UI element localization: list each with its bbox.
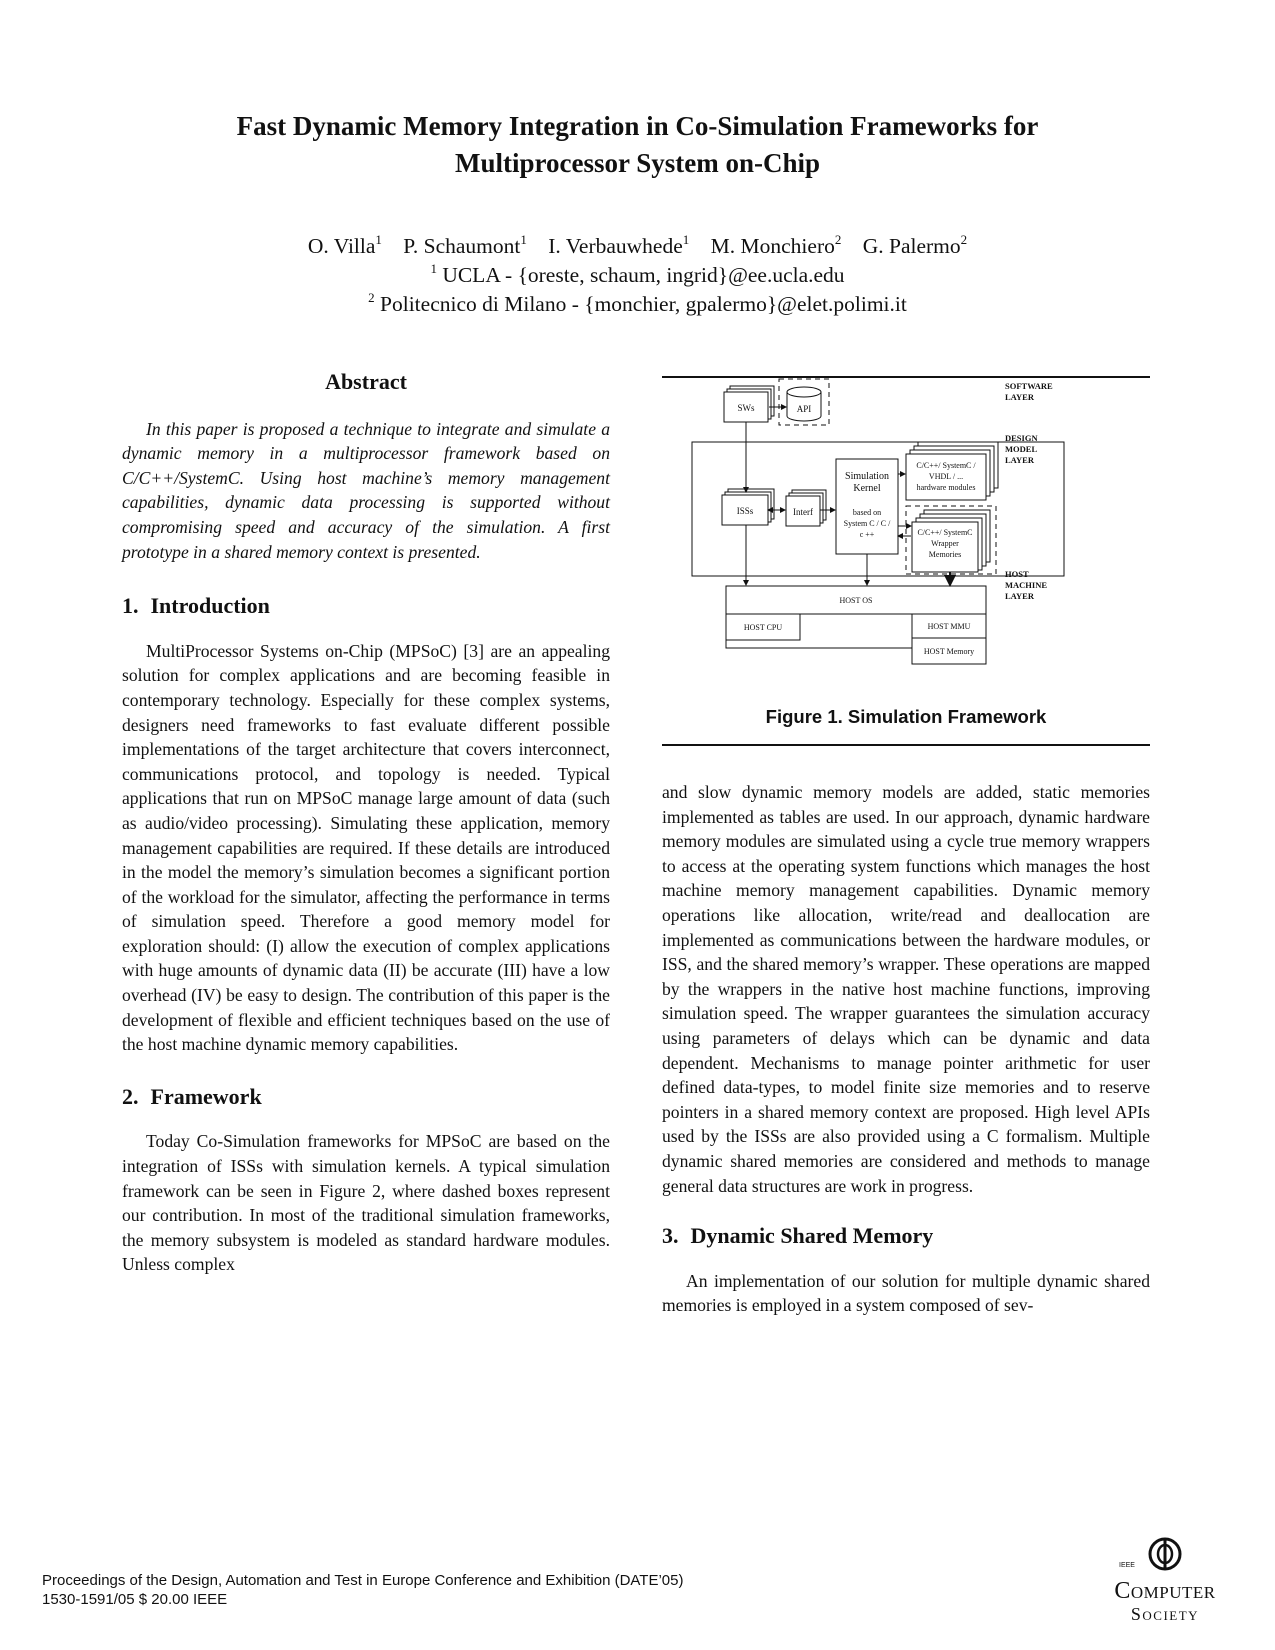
computer-society-logo <box>1095 1534 1235 1624</box>
section-heading-framework: 2. Framework <box>122 1083 262 1109</box>
software-layer-label-2: LAYER <box>1005 392 1034 402</box>
title-line-2: Multiprocessor System on-Chip <box>454 148 820 178</box>
logo-word-computer: Computer <box>1114 1578 1216 1604</box>
software-layer-label-1: SOFTWARE <box>1005 381 1053 391</box>
figure-bottom-rule <box>662 744 1150 746</box>
footer-line-2: 1530-1591/05 $ 20.00 IEEE <box>42 1591 228 1608</box>
footer <box>42 1571 684 1609</box>
design-layer-label-2: MODEL <box>1005 444 1038 454</box>
host-memory-label: HOST Memory <box>923 647 975 656</box>
footer-line-1: Proceedings of the Design, Automation and Test in Europe Conference and Exhibition (DATE’05) <box>42 1572 684 1589</box>
host-mmu-label: HOST MMU <box>927 622 971 631</box>
host-cpu-label: HOST CPU <box>743 623 783 632</box>
sws-label: SWs <box>737 403 755 413</box>
right-column <box>662 780 1150 1318</box>
abstract-heading: Abstract <box>325 369 407 394</box>
simulation-framework-diagram <box>662 376 1150 676</box>
logo-word-society: Society <box>1130 1604 1200 1624</box>
kernel-label-1: Simulation <box>845 471 889 482</box>
design-layer-label-3: LAYER <box>1005 455 1034 465</box>
hw-label-1: C/C++/ SystemC / <box>916 461 976 470</box>
framework-text-right: and slow dynamic memory models are added, static memories implemented as tables are used. In our approach, dynamic hardware memory modules are simulated using a cycle true memory wrappers to access at the operating system functions which manages the host machine memory management capabilities. Dynamic memory operations like allocation, write/read and deallocation are implemented as communications between the hardware modules, or ISS, and the shared memory’s wrapper. These operations are mapped by the wrappers in the native host machine functions, improving simulation speed. The wrapper guarantees the simulation accuracy using parameters of delays which can be dynamic and data dependent. Mechanisms to manage pointer arithmetic for user defined data-types, to model finite size memories and to reserve pointers in a shared memory context are proposed. High level APIs used by the ISSs are also provided using a C formalism. Multiple dynamic shared memories are considered and methods to manage general data structures are work in progress. <box>662 782 1150 1196</box>
paper-title <box>120 108 1155 182</box>
figure-caption: Figure 1. Simulation Framework <box>765 706 1047 727</box>
left-column <box>122 370 610 1277</box>
isss-label: ISSs <box>736 506 754 516</box>
kernel-label-4: System C / C / <box>843 519 891 528</box>
logo-ieee: IEEE <box>1119 1562 1135 1569</box>
affiliation-2: $^2$ Politecnico di Milano - {monchier, gpalermo}@elet.polimi.it <box>368 290 907 316</box>
section-heading-dynamic-shared-memory: 3. Dynamic Shared Memory <box>662 1223 934 1249</box>
author: I. Verbauwhede$^1$ <box>548 232 690 258</box>
host-layer-label-2: MACHINE <box>1005 580 1048 590</box>
wrap-label-1: C/C++/ SystemC <box>917 528 973 537</box>
kernel-label-2: Kernel <box>853 483 881 494</box>
author-list <box>120 232 1155 261</box>
kernel-label-3: based on <box>852 508 882 517</box>
abstract-text: In this paper is proposed a technique to integrate and simulate a dynamic memory in a multiprocessor framework based on C/C++/SystemC. Using host machine’s memory management capabilities, dynamic data processing is supported without compromising speed and accuracy of the simulation. A first prototype in a shared memory context is presented. <box>122 418 610 562</box>
wrap-label-2: Wrapper <box>931 539 959 548</box>
host-os-label: HOST OS <box>839 596 873 605</box>
host-layer-label-3: LAYER <box>1005 591 1034 601</box>
title-line-1: Fast Dynamic Memory Integration in Co-Simulation Frameworks for <box>236 111 1039 141</box>
wrap-label-3: Memories <box>928 550 962 559</box>
affiliation-1: $^1$ UCLA - {oreste, schaum, ingrid}@ee.ucla.edu <box>430 261 845 287</box>
section-heading-introduction: 1. Introduction <box>122 593 270 619</box>
framework-text-left: Today Co-Simulation frameworks for MPSoC are based on the integration of ISSs with simulation kernels. A typical simulation framework can be seen in Figure 2, where dashed boxes represent our contribution. In most of the traditional simulation frameworks, the memory subsystem is modeled as standard hardware modules. Unless complex <box>122 1131 610 1275</box>
host-layer-label-1: HOST <box>1005 569 1029 579</box>
author: O. Villa$^1$ <box>307 232 382 258</box>
interf-label: Interf <box>793 507 813 517</box>
hw-label-3: hardware modules <box>916 483 976 492</box>
author-block <box>120 232 1155 319</box>
author: P. Schaumont$^1$ <box>403 232 527 258</box>
kernel-label-5: c ++ <box>859 530 875 539</box>
figure-1 <box>662 376 1150 748</box>
ieee-emblem-icon <box>1095 1534 1235 1578</box>
author: G. Palermo$^2$ <box>862 232 968 258</box>
author: M. Monchiero$^2$ <box>710 232 842 258</box>
dsm-text: An implementation of our solution for multiple dynamic shared memories is employed in a system composed of sev- <box>662 1270 1150 1316</box>
api-label: API <box>796 404 812 414</box>
introduction-text: MultiProcessor Systems on-Chip (MPSoC) [3] are an appealing solution for complex applications and are becoming feasible in contemporary technology. Especially for these complex systems, designers need frameworks to fast evaluate different possible implementations of the target architecture that covers interconnect, communications protocol, and topology is needed. Typical applications that run on MPSoC manage large amount of data (such as audio/video processing). Simulating these application, memory management capabilities are required. If these details are introduced in the model the memory’s simulation becomes a significant portion of the workload for the simulator, affecting the performance in terms of simulation speed. Therefore a good memory model for exploration should: (I) allow the execution of complex applications with huge amounts of dynamic data (II) be accurate (III) have a low overhead (IV) be easy to design. The contribution of this paper is the development of flexible and efficient techniques based on the use of the host machine dynamic memory capabilities. <box>122 640 610 1055</box>
hw-label-2: VHDL / ... <box>928 472 964 481</box>
design-layer-label-1: DESIGN <box>1005 433 1038 443</box>
